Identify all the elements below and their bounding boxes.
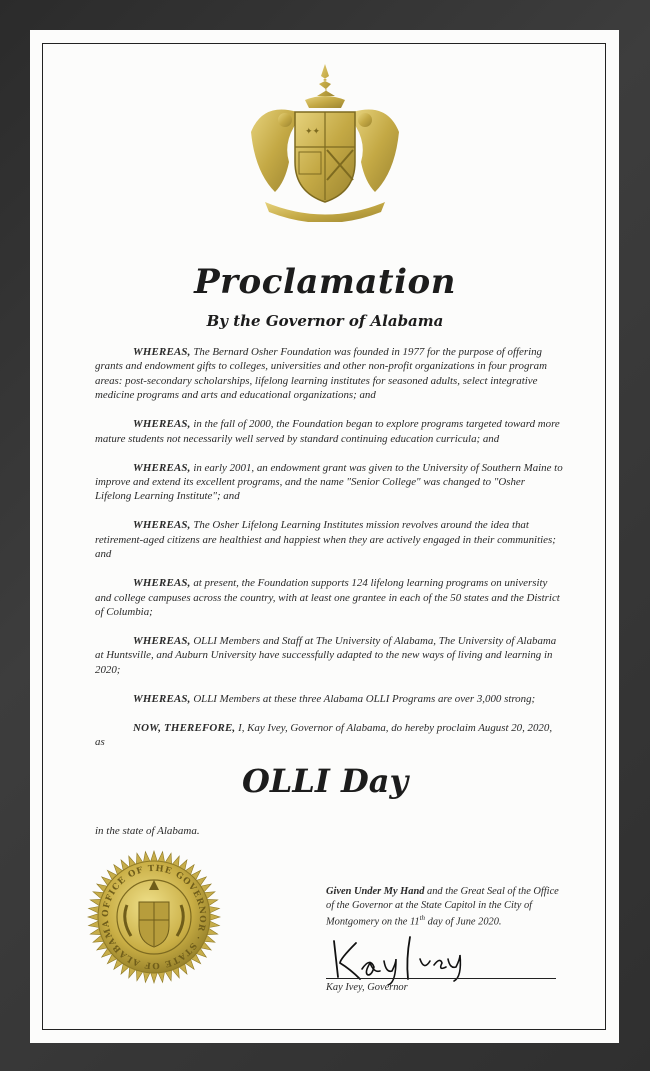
whereas-paragraph — [95, 634, 563, 677]
proclaimed-day: OLLI Day — [241, 762, 409, 800]
paragraph-text: in the fall of 2000, the Foundation began to explore programs targeted toward more mature students not necessarily well served by standard continuing education curricula; and — [95, 418, 560, 445]
proclamation-subtitle: By the Governor of Alabama — [206, 312, 444, 330]
paragraph-keyword: WHEREAS, — [133, 635, 191, 648]
paragraph-keyword: NOW, THEREFORE, — [133, 721, 236, 734]
paragraph-text: at present, the Foundation supports 124 lifelong learning programs on university and college campuses across the country, with at least one grantee in each of the 50 states and the District of Columbia; — [95, 577, 560, 619]
svg-text:✦✦: ✦✦ — [305, 127, 321, 137]
paragraph-text: The Bernard Osher Foundation was founded in 1977 for the purpose of offering grants and endowment gifts to colleges, universities and other non-profit organizations in four program areas: post-secondary scholarships, lifelong learning institutes for seasoned adults, select integrative medicine programs and arts and educational organizations; and — [95, 346, 547, 402]
paragraph-text: I, Kay Ivey, Governor of Alabama, do hereby proclaim August 20, 2020, as — [95, 721, 553, 749]
given-text-b: day of June 2020. — [425, 916, 502, 928]
paragraph-keyword: WHEREAS, — [133, 461, 191, 474]
paragraph-keyword: WHEREAS, — [133, 519, 191, 532]
given-under-hand-text — [326, 885, 561, 929]
paragraph-text: in early 2001, an endowment grant was given to the University of Southern Maine to improve and extend its excellent programs, and the name "Senior College" was changed to "Osher Lifelong Learning Institute"; and — [95, 461, 563, 503]
paragraph-keyword: WHEREAS, — [133, 346, 191, 358]
whereas-paragraph — [95, 461, 563, 504]
given-ordinal: th — [419, 914, 426, 923]
given-lead: Given Under My Hand — [326, 886, 425, 897]
paragraph-keyword: WHEREAS, — [133, 692, 191, 705]
whereas-paragraph — [95, 576, 563, 619]
proclamation-title: Proclamation — [194, 262, 456, 302]
whereas-paragraph — [95, 692, 563, 706]
whereas-paragraph — [95, 518, 563, 561]
paragraph-keyword: WHEREAS, — [133, 577, 191, 590]
paragraph-text: OLLI Members and Staff at The University of Alabama, The University of Alabama at Huntsville, and Auburn University have successfully adapted to the new ways of living and learning in 2020; — [95, 635, 557, 676]
seal-ring-text: OFFICE OF THE GOVERNOR · STATE OF ALABAMA — [100, 863, 208, 971]
whereas-paragraph — [95, 417, 563, 446]
alabama-coat-of-arms-icon — [245, 62, 405, 222]
given-text-a: and the Great Seal of the Office of the Governor at the State Capitol in the City of Montgomery on the 11 — [326, 886, 559, 928]
paragraph-text: OLLI Members at these three Alabama OLLI Programs are over 3,000 strong; — [190, 692, 536, 705]
paragraph-keyword: WHEREAS, — [133, 418, 191, 431]
signer-name: Kay Ivey, Governor — [326, 982, 408, 993]
great-seal-icon — [87, 850, 221, 984]
state-line: in the state of Alabama. — [95, 825, 200, 837]
signature-line — [326, 978, 556, 979]
proclamation-body — [95, 345, 563, 764]
paragraph-text: The Osher Lifelong Learning Institutes mission revolves around the idea that retirement-aged citizens are healthiest and happiest when they are actively engaged in their communities; and — [95, 519, 556, 561]
therefore-paragraph — [95, 721, 563, 750]
whereas-paragraph — [95, 345, 563, 403]
